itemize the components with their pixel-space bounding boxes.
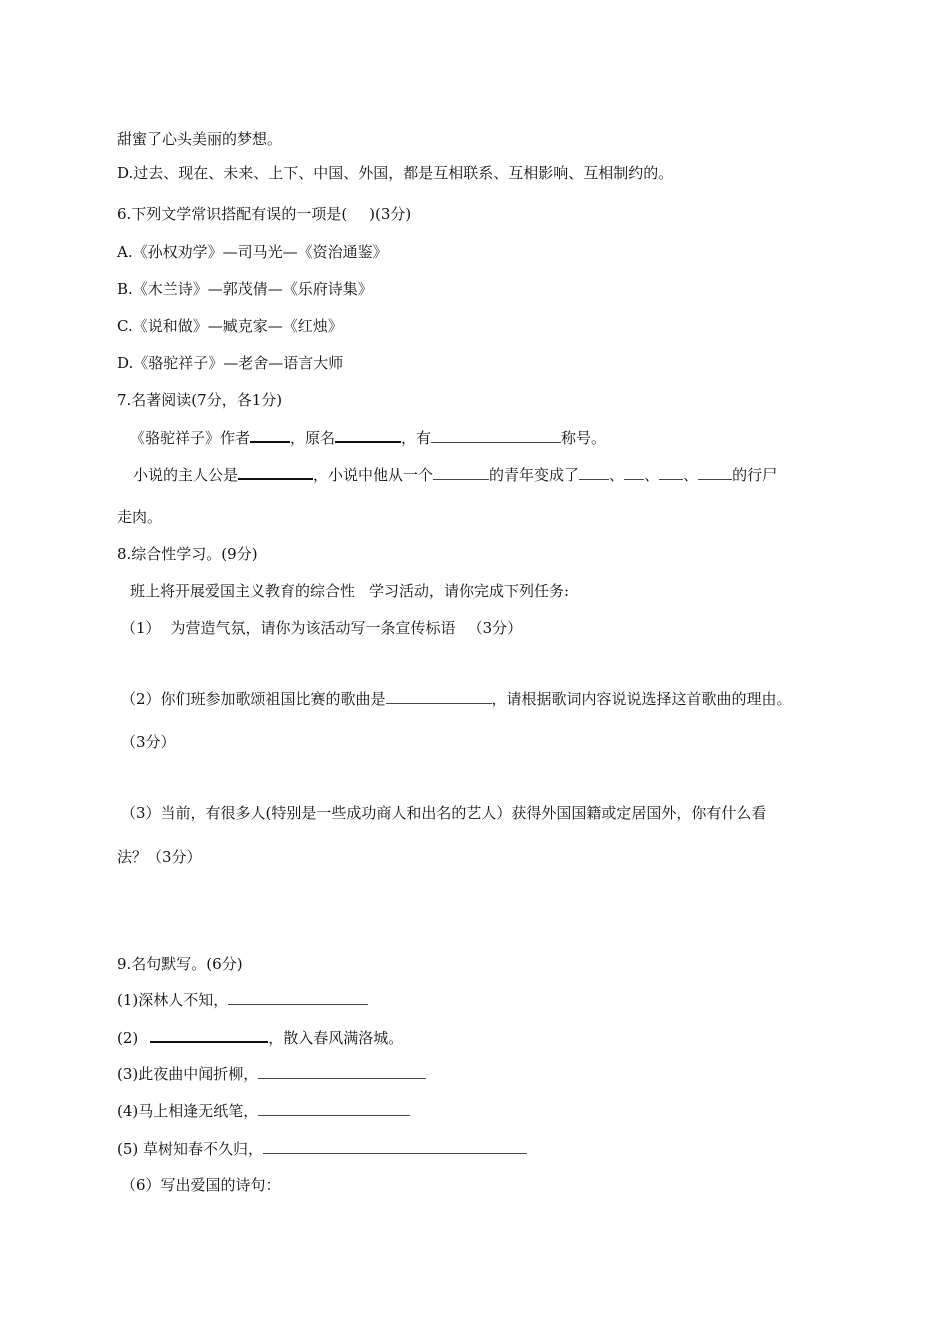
q9-item5-text: (5) 草树知春不久归， (117, 1140, 264, 1158)
q8-task2-score: （3分） (121, 733, 176, 751)
q6-option-d: D.《骆驼祥子》—老舍—语言大师 (117, 354, 344, 372)
q7-trait-blank-3[interactable] (659, 465, 683, 480)
q9-item2-text: ，散入春风满洛城。 (268, 1029, 404, 1047)
q7-youth-blank[interactable] (433, 465, 489, 480)
q7-sep-2: 、 (644, 466, 660, 484)
q9-item4 (117, 1101, 410, 1121)
q7-l2-text-a: 小说的主人公是 (133, 466, 239, 484)
q7-original-name-blank[interactable] (335, 427, 401, 443)
q7-trait-blank-1[interactable] (579, 465, 609, 480)
q7-stem: 7.名著阅读(7分，各1分) (117, 391, 283, 409)
q8-task2-text-a: （2）你们班参加歌颂祖国比赛的歌曲是 (121, 690, 386, 708)
q8-task3-line2: 法？（3分） (117, 848, 202, 866)
q6-option-b: B.《木兰诗》—郭茂倩—《乐府诗集》 (117, 280, 373, 298)
q7-line1 (130, 427, 606, 448)
q6-option-c: C.《说和做》—臧克家—《红烛》 (117, 317, 343, 335)
q8-task1-text: 为营造气氛，请你为该活动写一条宣传标语 (170, 619, 456, 637)
q9-stem: 9.名句默写。(6分) (117, 955, 243, 973)
q8-intro (130, 581, 569, 601)
q7-l2-text-d: 的行尸 (732, 466, 778, 484)
q7-trait-blank-4[interactable] (698, 465, 732, 480)
q7-trait-blank-2[interactable] (624, 465, 644, 480)
q8-intro-a: 班上将开展爱国主义教育的综合性 (130, 582, 356, 600)
q9-item4-blank[interactable] (258, 1101, 410, 1116)
q5-option-c-end: 甜蜜了心头美丽的梦想。 (117, 130, 283, 148)
q9-item2-blank[interactable] (150, 1027, 268, 1043)
q7-title-blank[interactable] (431, 428, 561, 443)
q9-item5-blank[interactable] (263, 1139, 527, 1154)
q5-option-d: D.过去、现在、未来、上下、中国、外国，都是互相联系、互相影响、互相制约的。 (117, 164, 674, 182)
q6-stem-suffix: )(3分) (369, 205, 412, 223)
q7-sep-3: 、 (683, 466, 699, 484)
q7-l2-text-c: 的青年变成了 (489, 466, 580, 484)
q9-item6: （6）写出爱国的诗句： (121, 1176, 281, 1194)
q8-task2 (121, 689, 792, 709)
q9-item3-text: (3)此夜曲中闻折柳， (117, 1065, 259, 1083)
q9-item2-num: (2) (117, 1029, 139, 1047)
q8-stem: 8.综合性学习。(9分) (117, 545, 258, 563)
q7-l1-text-d: 称号。 (561, 429, 607, 447)
q9-item2 (117, 1027, 403, 1048)
q8-task2-text-b: ，请根据歌词内容说说选择这首歌曲的理由。 (491, 690, 792, 708)
q9-item3-blank[interactable] (258, 1064, 426, 1079)
q8-intro-b: 学习活动，请你完成下列任务: (369, 582, 570, 600)
q8-task3-line1: （3）当前，有很多人(特别是一些成功商人和出名的艺人）获得外国国籍或定居国外，你有什么看 (121, 804, 767, 822)
q7-l1-text-b: ，原名 (290, 429, 336, 447)
q8-task1-num: （1） (121, 619, 161, 637)
q8-task1-score: （3分） (467, 619, 523, 637)
q7-line3: 走肉。 (117, 508, 163, 526)
q8-task1 (121, 618, 522, 638)
q7-l1-text-a: 《骆驼祥子》作者 (130, 429, 251, 447)
q9-item1-text: (1)深林人不知， (117, 991, 229, 1009)
q7-l2-text-b: ，小说中他从一个 (313, 466, 434, 484)
q7-l1-text-c: ，有 (401, 429, 432, 447)
q7-sep-1: 、 (609, 466, 625, 484)
q6-option-a: A.《孙权劝学》—司马光—《资治通鉴》 (117, 243, 388, 261)
q9-item1 (117, 990, 368, 1010)
q9-item3 (117, 1064, 426, 1084)
q9-item4-text: (4)马上相逢无纸笔， (117, 1102, 259, 1120)
q6-stem-prefix: 6.下列文学常识搭配有误的一项是( (117, 205, 348, 223)
q9-item5 (117, 1139, 527, 1159)
q7-line2 (133, 464, 777, 485)
q6-stem (117, 204, 411, 224)
q8-song-blank[interactable] (386, 689, 492, 704)
q7-protagonist-blank[interactable] (238, 464, 313, 480)
q9-item1-blank[interactable] (228, 990, 368, 1005)
q7-author-blank[interactable] (250, 427, 290, 443)
